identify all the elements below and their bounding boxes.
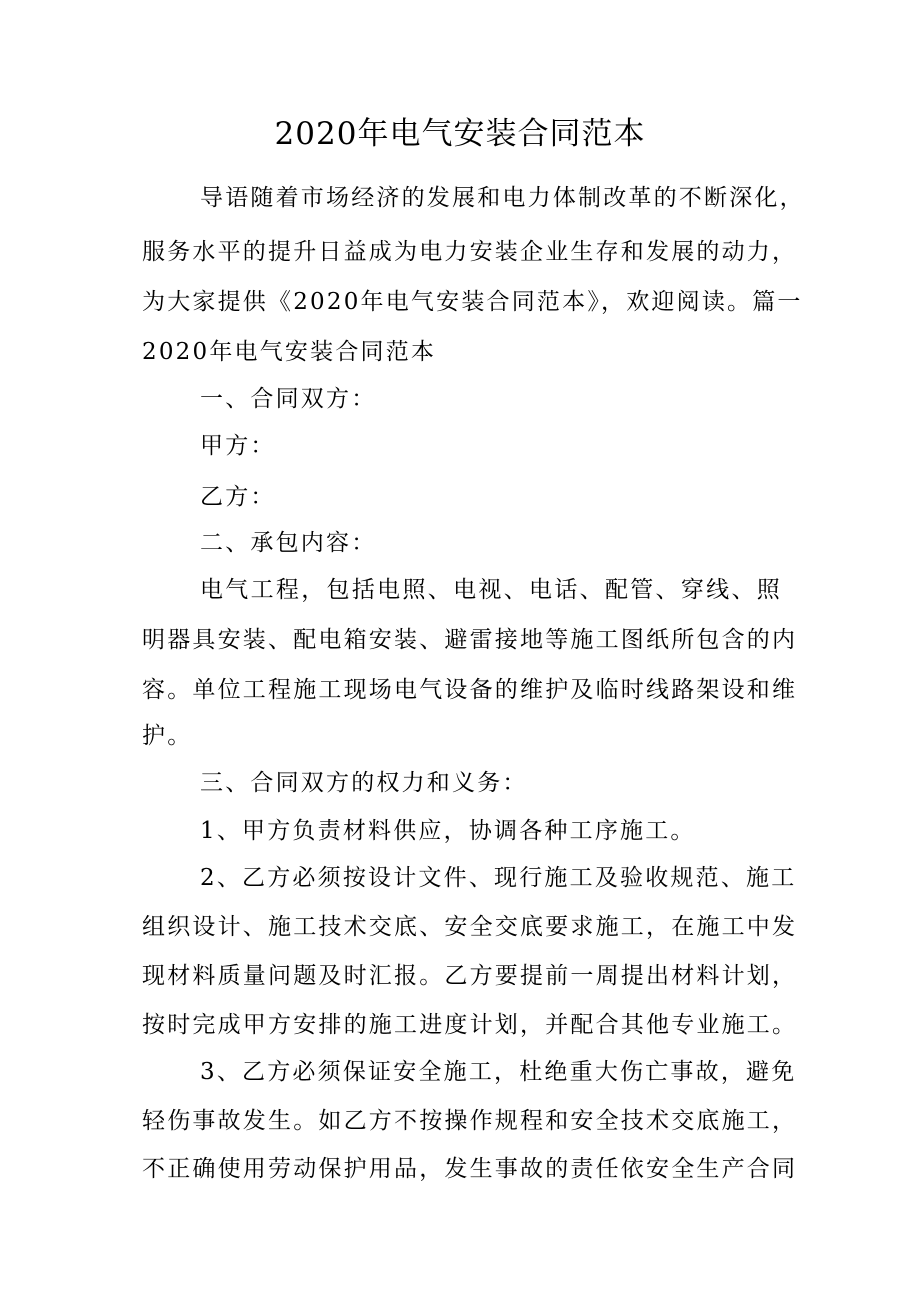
- intro-line-4: 2020年电气安装合同范本: [142, 339, 437, 365]
- scope-line-3: 容。单位工程施工现场电气设备的维护及临时线路架设和维: [142, 677, 798, 703]
- document-title: 2020年电气安装合同范本: [274, 116, 646, 152]
- clause-3-line-1: 3、乙方必须保证安全施工，杜绝重大伤亡事故，避免: [200, 1059, 797, 1085]
- clause-2-line-4: 按时完成甲方安排的施工进度计划，并配合其他专业施工。: [142, 1012, 798, 1038]
- scope-line-1: 电气工程，包括电照、电视、电话、配管、穿线、照: [200, 577, 782, 603]
- intro-line-2: 服务水平的提升日益成为电力安装企业生存和发展的动力，: [142, 239, 798, 265]
- clause-3-line-2: 轻伤事故发生。如乙方不按操作规程和安全技术交底施工，: [142, 1108, 798, 1134]
- clause-2-line-1: 2、乙方必须按设计文件、现行施工及验收规范、施工: [200, 865, 797, 891]
- clause-2-line-3: 现材料质量问题及时汇报。乙方要提前一周提出材料计划，: [142, 963, 798, 989]
- section-heading-parties: 一、合同双方：: [200, 386, 377, 412]
- intro-line-3: 为大家提供《2020年电气安装合同范本》，欢迎阅读。篇一: [142, 289, 803, 315]
- clause-2-line-2: 组织设计、施工技术交底、安全交底要求施工，在施工中发: [142, 914, 798, 940]
- scope-line-4: 护。: [142, 723, 193, 749]
- section-heading-scope: 二、承包内容：: [200, 530, 377, 556]
- party-a-label: 甲方：: [200, 433, 276, 459]
- intro-line-1: 导语随着市场经济的发展和电力体制改革的不断深化，: [200, 185, 805, 211]
- clause-1-line-1: 1、甲方负责材料供应，协调各种工序施工。: [200, 818, 696, 844]
- clause-3-line-3: 不正确使用劳动保护用品，发生事故的责任依安全生产合同: [142, 1156, 798, 1182]
- scope-line-2: 明器具安装、配电箱安装、避雷接地等施工图纸所包含的内: [142, 627, 798, 653]
- section-heading-rights: 三、合同双方的权力和义务：: [200, 770, 528, 796]
- party-b-label: 乙方：: [200, 484, 276, 510]
